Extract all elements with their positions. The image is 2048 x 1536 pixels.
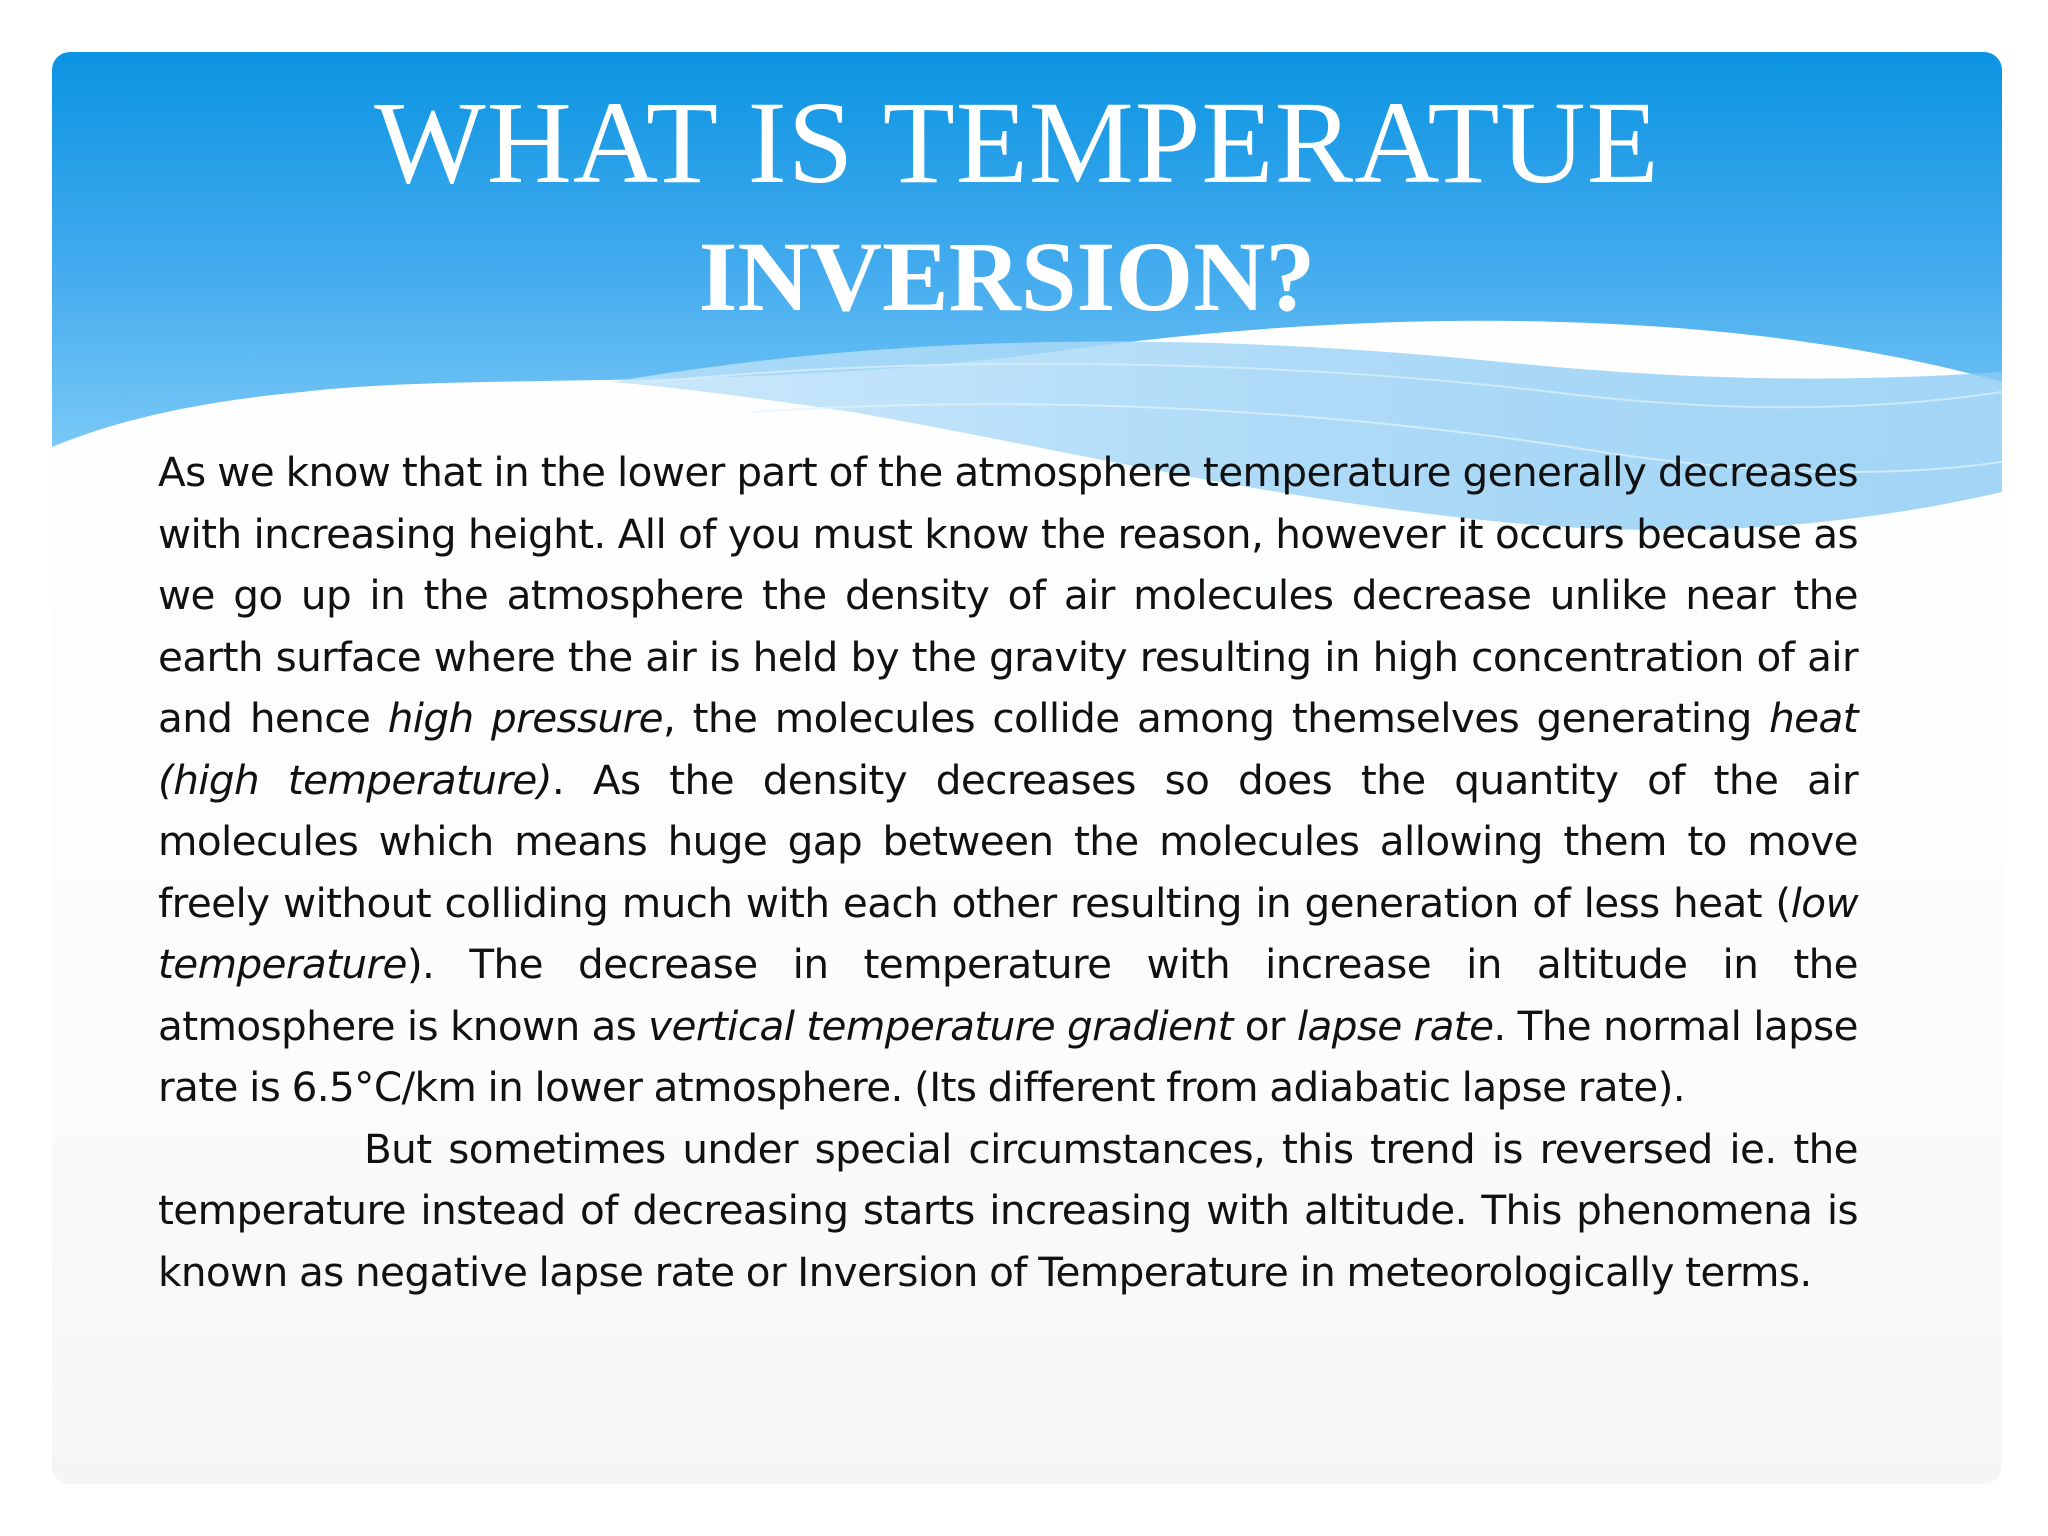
p1-text-6: . The normal lapse rate is 6.5°C/km in lower atmosphere. (Its different from adiabatic lapse rate). <box>158 1001 1858 1111</box>
body-text <box>158 442 1858 1303</box>
p1-emphasis-heat: heat (high temperature) <box>158 694 1858 804</box>
p1-emphasis-lapse-rate: lapse rate <box>1296 1001 1494 1050</box>
p1-text-1: As we know that in the lower part of the atmosphere temperature generally decreases with increasing height. All of you must know the reason, however it occurs because as we go up in the atmosphere the density of air molecules decrease unlike near the earth surface where the air is held by the gravity resulting in high concentration of air and hence <box>158 448 1858 742</box>
paragraph-2 <box>158 1119 1858 1304</box>
p1-emphasis-vertical-gradient: vertical temperature gradient <box>648 1001 1233 1050</box>
p1-text-2: , the molecules collide among themselves generating <box>662 694 1770 742</box>
slide-title <box>52 76 2002 344</box>
title-line-2: INVERSION? <box>698 221 1316 332</box>
p1-text-4: ). The decrease in temperature with increase in altitude in the atmosphere is known as <box>158 940 1858 1050</box>
p2-text: But sometimes under special circumstances, this trend is reversed ie. the temperature instead of decreasing starts increasing with altitude. This phenomena is known as negative lapse rate or Inversion of Temperature in meteorologically terms. <box>158 1124 1858 1296</box>
p1-emphasis-low-temperature: low temperature <box>158 878 1858 988</box>
p1-text-5: or <box>1232 1001 1297 1050</box>
title-line-1: WHAT IS TEMPERATUE <box>374 77 1660 208</box>
p1-text-3: . As the density decreases so does the quantity of the air molecules which means huge gap between the molecules allowing them to move freely without colliding much with each other resulting in generation of less heat ( <box>158 755 1858 927</box>
paragraph-1 <box>158 442 1858 1119</box>
slide <box>52 52 2002 1484</box>
p1-emphasis-high-pressure: high pressure <box>387 694 663 742</box>
